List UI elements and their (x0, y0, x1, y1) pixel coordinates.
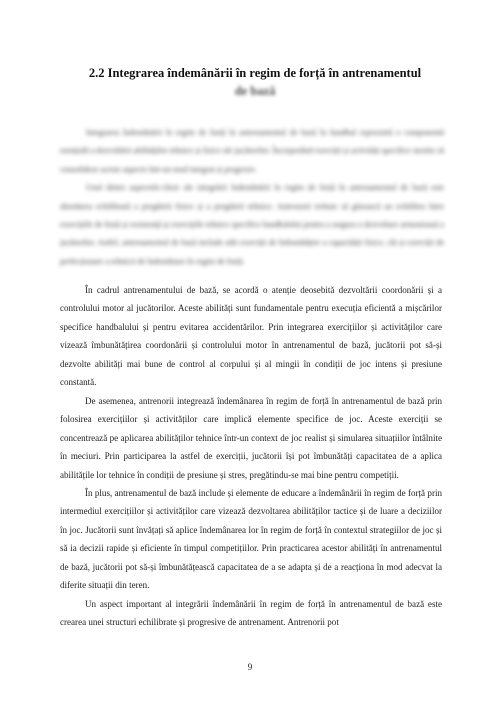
section-heading-line-1: 2.2 Integrarea îndemânării în regim de forță în antrenamentul (88, 66, 422, 80)
body-text (60, 281, 442, 632)
section-heading-line-2: de bază (234, 84, 276, 98)
blurred-text-block (60, 124, 444, 274)
paragraph: De asemenea, antrenorii integrează îndemânarea în regim de forță în antrenamentul de bază prin folosirea exercițiilor și activităților care implică elemente specifice de joc. Aceste exerciții se concentrează pe aplicarea abilităților tehnice într-un context de joc realist și simularea situațiilor întâlnite în meciuri. Prin participarea la astfel de exerciții, jucătorii își pot îmbunătăți capacitatea de a aplica abilitățile lor tehnice în condiții de presiune și stres, pregătindu-se mai bine pentru competiții. (60, 395, 442, 480)
paragraph: Un aspect important al integrării îndemânării în regim de forță în antrenamentul de bază este crearea unei structuri echilibrate și progresive de antrenament. Antrenorii pot (60, 598, 442, 628)
blurred-paragraph: Integrarea îndemânării în regim de forță în antrenamentul de bază în handbal reprezintă o componentă esențială a dezvoltării abilităților tehnice și fizice ale jucătorilor. Încorporând exerciții și activități specifice menite să consolideze aceste aspecte într-un mod integrat și progresiv. (60, 128, 444, 174)
paragraph: În cadrul antrenamentului de bază, se acordă o atenție deosebită dezvoltării coordonării și a controlului motor al jucătorilor. Aceste abilități sunt fundamentale pentru execuția eficientă a mișcărilor specifice handbalului și pentru evitarea accidentărilor. Prin integrarea exercițiilor și activităților care vizează îmbunătățirea coordonării și controlului motor în antrenamentul de bază, jucătorii pot să-și dezvolte abilități mai bune de control al corpului și al mingii în condiții de joc intens și presiune constantă. (60, 285, 442, 388)
blurred-paragraph: Unul dintre aspectele-cheie ale integrării îndemânării în regim de forță în antrenamentul de bază este abordarea echilibrată a pregătirii fizice și a pregătirii tehnice. Antrenorii trebuie să găsească un echilibru între exercițiile de forță și rezistență și exercițiile tehnice specifice handbalului pentru a asigura o dezvoltare armonioasă a jucătorilor. Astfel, antrenamentul de bază include atât exerciții de îmbunătățire a capacității fizice, cât și exerciții de perfecționare a tehnicii de îndemânare în regim de forță. (60, 183, 444, 266)
paragraph: În plus, antrenamentul de bază include și elemente de educare a îndemânării în regim de forță prin intermediul exercițiilor și activităților care vizează dezvoltarea abilităților tactice și de luare a deciziilor în joc. Jucătorii sunt învățați să aplice îndemânarea lor în regim de forță în contextul strategiilor de joc și să ia decizii rapide și eficiente în timpul competițiilor. Prin practicarea acestor abilități în antrenamentul de bază, jucătorii pot să-și îmbunătățească capacitatea de a se adapta și de a reacționa în mod adecvat la diferite situații din teren. (60, 487, 442, 591)
section-heading (60, 64, 450, 100)
page-number: 9 (247, 662, 253, 672)
